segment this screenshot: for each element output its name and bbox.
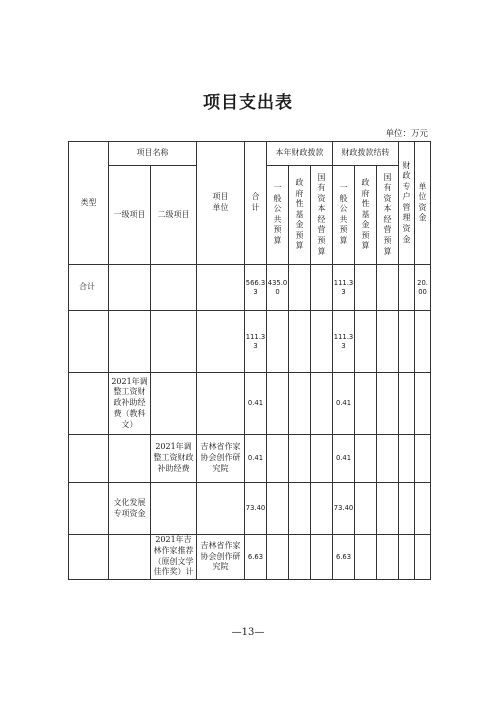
cell-co-gov: [355, 483, 377, 535]
table-row: [69, 435, 431, 483]
cell-level1: 文化发展专项资金: [109, 483, 151, 535]
project-expenditure-table: [68, 141, 431, 580]
cell-cy-state: [311, 483, 333, 535]
cell-level2: [151, 311, 197, 373]
header-level1: 一级项目: [109, 166, 151, 265]
cell-unit: 吉林省作家协会创作研究院: [197, 435, 245, 483]
header-co-general: 一般公共预算: [333, 166, 355, 265]
cell-level1: [109, 435, 151, 483]
cell-total: 566.33: [245, 265, 267, 311]
header-unit: 项目单位: [197, 142, 245, 265]
unit-label: 单位：万元: [385, 129, 428, 139]
cell-co-state: [377, 435, 399, 483]
header-carryover: 财政拨款结转: [333, 142, 399, 166]
cell-co-general: 111.33: [333, 311, 355, 373]
header-co-state-capital: 国有资本经营预算: [377, 166, 399, 265]
cell-level1: 2021年调整工资财政补助经费（教科文）: [109, 373, 151, 435]
cell-cy-state: [311, 265, 333, 311]
cell-unit-fund: [415, 483, 431, 535]
cell-cy-state: [311, 373, 333, 435]
cell-total: 111.33: [245, 311, 267, 373]
cell-co-gov: [355, 265, 377, 311]
cell-unit-fund: [415, 373, 431, 435]
page-number: —13—: [231, 627, 265, 638]
cell-level1: [109, 265, 151, 311]
cell-cy-gov: [289, 535, 311, 580]
cell-cy-gov: [289, 311, 311, 373]
header-project-name: 项目名称: [109, 142, 197, 166]
cell-unit: [197, 373, 245, 435]
cell-total: 0.41: [245, 435, 267, 483]
cell-unit: 吉林省作家协会创作研究院: [197, 535, 245, 580]
cell-cy-general: [267, 435, 289, 483]
cell-unit-fund: [415, 311, 431, 373]
cell-total: 73.40: [245, 483, 267, 535]
table-row: [69, 483, 431, 535]
cell-cy-gov: [289, 435, 311, 483]
table-row: [69, 265, 431, 311]
cell-level2: 2021年吉林作家推荐（原创文学佳作奖）计: [151, 535, 197, 580]
cell-co-gov: [355, 535, 377, 580]
cell-co-general: 6.63: [333, 535, 355, 580]
cell-unit: [197, 483, 245, 535]
cell-cy-gov: [289, 483, 311, 535]
cell-level1: [109, 535, 151, 580]
cell-cy-general: [267, 483, 289, 535]
cell-cy-gov: [289, 373, 311, 435]
cell-type: [69, 535, 109, 580]
cell-cy-state: [311, 535, 333, 580]
cell-special: [399, 373, 415, 435]
cell-special: [399, 311, 415, 373]
cell-co-general: 0.41: [333, 435, 355, 483]
cell-type: [69, 311, 109, 373]
cell-cy-gov: [289, 265, 311, 311]
header-current-year: 本年财政拨款: [267, 142, 333, 166]
cell-co-state: [377, 265, 399, 311]
cell-unit: [197, 265, 245, 311]
cell-co-general: 0.41: [333, 373, 355, 435]
header-level2: 二级项目: [151, 166, 197, 265]
cell-cy-state: [311, 435, 333, 483]
cell-special: [399, 265, 415, 311]
cell-cy-general: [267, 311, 289, 373]
table-row: [69, 373, 431, 435]
cell-total: 6.63: [245, 535, 267, 580]
cell-co-state: [377, 535, 399, 580]
table-row: [69, 311, 431, 373]
page-title: 项目支出表: [203, 93, 293, 113]
cell-type: [69, 435, 109, 483]
cell-level2: 2021年调整工资财政补助经费: [151, 435, 197, 483]
header-type: 类型: [69, 142, 109, 265]
cell-cy-general: [267, 535, 289, 580]
cell-special: [399, 483, 415, 535]
header-unit-fund: 单位资金: [415, 142, 431, 265]
cell-co-gov: [355, 435, 377, 483]
cell-level1: [109, 311, 151, 373]
header-co-gov-fund: 政府性基金预算: [355, 166, 377, 265]
cell-level2: [151, 483, 197, 535]
cell-cy-general: 435.00: [267, 265, 289, 311]
cell-cy-state: [311, 311, 333, 373]
cell-unit-fund: [415, 435, 431, 483]
cell-level2: [151, 373, 197, 435]
cell-co-gov: [355, 373, 377, 435]
cell-special: [399, 535, 415, 580]
header-special-fund: 财政专户管理资金: [399, 142, 415, 265]
cell-special: [399, 435, 415, 483]
cell-type: 合计: [69, 265, 109, 311]
cell-level2: [151, 265, 197, 311]
cell-type: [69, 483, 109, 535]
cell-co-state: [377, 483, 399, 535]
header-cy-state-capital: 国有资本经营预算: [311, 166, 333, 265]
cell-co-general: 111.33: [333, 265, 355, 311]
cell-unit: [197, 311, 245, 373]
cell-unit-fund: 20.00: [415, 265, 431, 311]
cell-total: 0.41: [245, 373, 267, 435]
header-cy-general: 一般公共预算: [267, 166, 289, 265]
cell-unit-fund: [415, 535, 431, 580]
header-cy-gov-fund: 政府性基金预算: [289, 166, 311, 265]
header-total: 合计: [245, 142, 267, 265]
cell-co-gov: [355, 311, 377, 373]
cell-type: [69, 373, 109, 435]
cell-cy-general: [267, 373, 289, 435]
cell-co-general: 73.40: [333, 483, 355, 535]
cell-co-state: [377, 311, 399, 373]
cell-co-state: [377, 373, 399, 435]
table-row: [69, 535, 431, 580]
